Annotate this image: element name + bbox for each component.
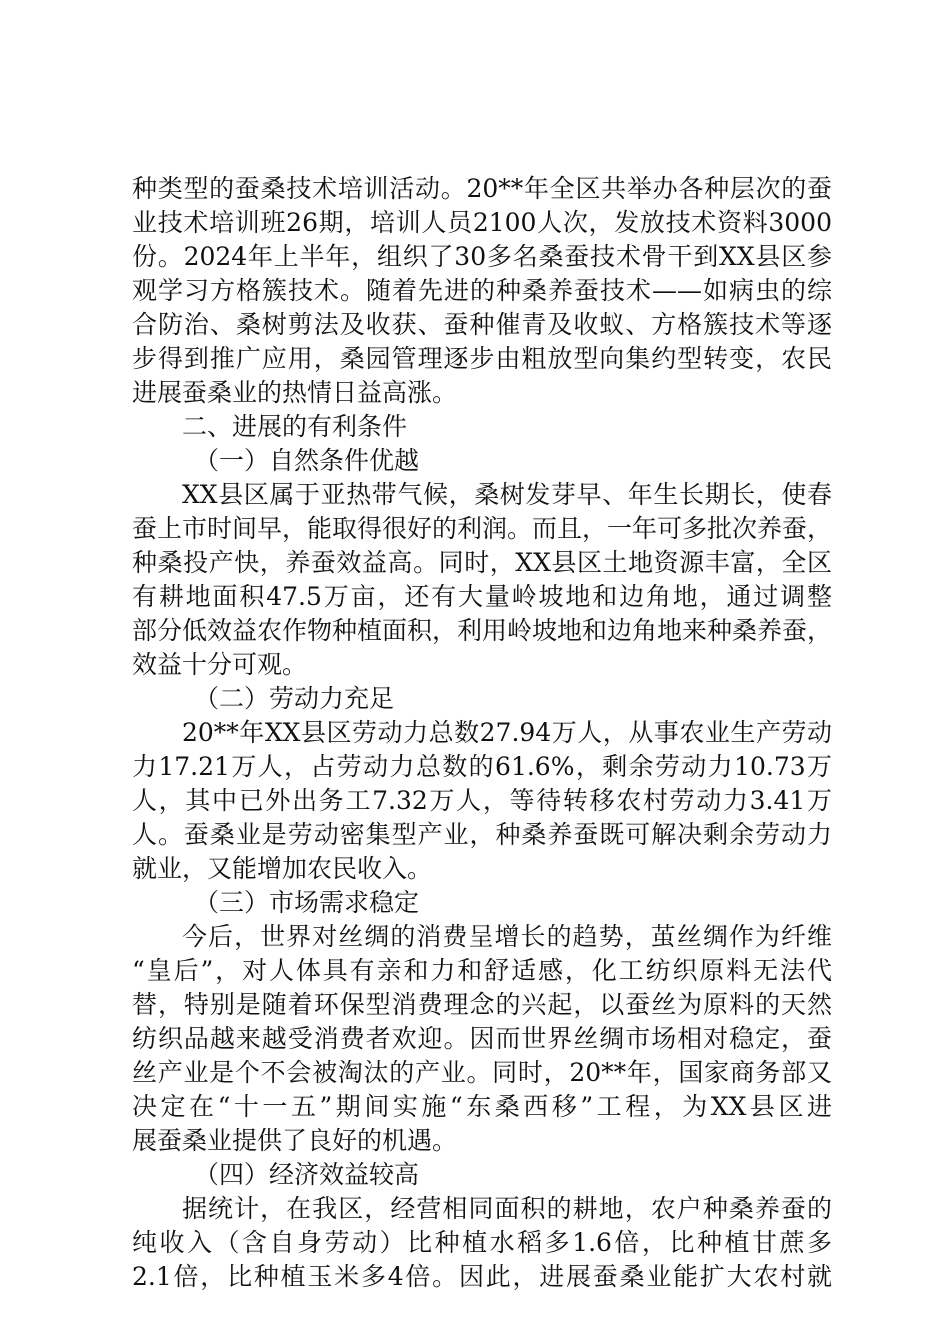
paragraph-market — [132, 920, 832, 1158]
subsection-heading: （四）经济效益较高 — [194, 1160, 420, 1189]
text-line: 合防治、桑树剪法及收获、蚕种催青及收蚁、方格簇技术等逐 — [132, 310, 832, 339]
text-line: 蚕上市时间早，能取得很好的利润。而且，一年可多批次养蚕， — [132, 514, 833, 543]
text-line: 就业，又能增加农民收入。 — [132, 854, 433, 883]
text-line: 效益十分可观。 — [132, 650, 308, 679]
text-line: 有耕地面积47.5万亩，还有大量岭坡地和边角地，通过调整 — [132, 582, 832, 611]
section-heading: 二、进展的有利条件 — [182, 412, 408, 441]
text-line: 进展蚕桑业的热情日益高涨。 — [132, 378, 458, 407]
text-line: “皇后”，对人体具有亲和力和舒适感，化工纺织原料无法代 — [132, 956, 832, 985]
document-body — [132, 172, 832, 1294]
text-line: XX县区属于亚热带气候，桑树发芽早、年生长期长，使春 — [182, 480, 832, 509]
text-line: 决定在“十一五”期间实施“东桑西移”工程，为XX县区进 — [132, 1092, 832, 1121]
subsection-heading: （一）自然条件优越 — [194, 446, 420, 475]
text-line: 今后，世界对丝绸的消费呈增长的趋势，茧丝绸作为纤维 — [182, 922, 832, 951]
text-line: 2.1倍，比种植玉米多4倍。因此，进展蚕桑业能扩大农村就 — [132, 1262, 832, 1291]
text-line: 纺织品越来越受消费者欢迎。因而世界丝绸市场相对稳定，蚕 — [132, 1024, 832, 1053]
subsection-heading: （三）市场需求稳定 — [194, 888, 420, 917]
text-line: 人。蚕桑业是劳动密集型产业，种桑养蚕既可解决剩余劳动力 — [132, 820, 832, 849]
text-line: 丝产业是个不会被淘汰的产业。同时，20**年，国家商务部又 — [132, 1058, 832, 1087]
text-line: 替，特别是随着环保型消费理念的兴起，以蚕丝为原料的天然 — [132, 990, 832, 1019]
subsection-heading: （二）劳动力充足 — [194, 684, 395, 713]
paragraph-labor — [132, 716, 832, 886]
text-line: 据统计，在我区，经营相同面积的耕地，农户种桑养蚕的 — [182, 1194, 832, 1223]
text-line: 种类型的蚕桑技术培训活动。20**年全区共举办各种层次的蚕 — [132, 174, 832, 203]
text-line: 部分低效益农作物种植面积，利用岭坡地和边角地来种桑养蚕， — [132, 616, 833, 645]
text-line: 步得到推广应用，桑园管理逐步由粗放型向集约型转变，农民 — [132, 344, 832, 373]
text-line: 份。2024年上半年，组织了30多名桑蚕技术骨干到XX县区参 — [132, 242, 832, 271]
text-line: 业技术培训班26期，培训人员2100人次，发放技术资料3000 — [132, 208, 832, 237]
text-line: 力17.21万人，占劳动力总数的61.6%，剩余劳动力10.73万 — [132, 752, 832, 781]
text-line: 观学习方格簇技术。随着先进的种桑养蚕技术——如病虫的综 — [132, 276, 832, 305]
text-line: 纯收入（含自身劳动）比种植水稻多1.6倍，比种植甘蔗多 — [132, 1228, 832, 1257]
text-line: 展蚕桑业提供了良好的机遇。 — [132, 1126, 458, 1155]
text-line: 20**年XX县区劳动力总数27.94万人，从事农业生产劳动 — [182, 718, 832, 747]
paragraph-natural-conditions — [132, 478, 832, 682]
paragraph-training — [132, 172, 832, 410]
paragraph-economic-benefit — [132, 1192, 832, 1294]
text-line: 种桑投产快，养蚕效益高。同时，XX县区土地资源丰富，全区 — [132, 548, 832, 577]
text-line: 人，其中已外出务工7.32万人，等待转移农村劳动力3.41万 — [132, 786, 832, 815]
